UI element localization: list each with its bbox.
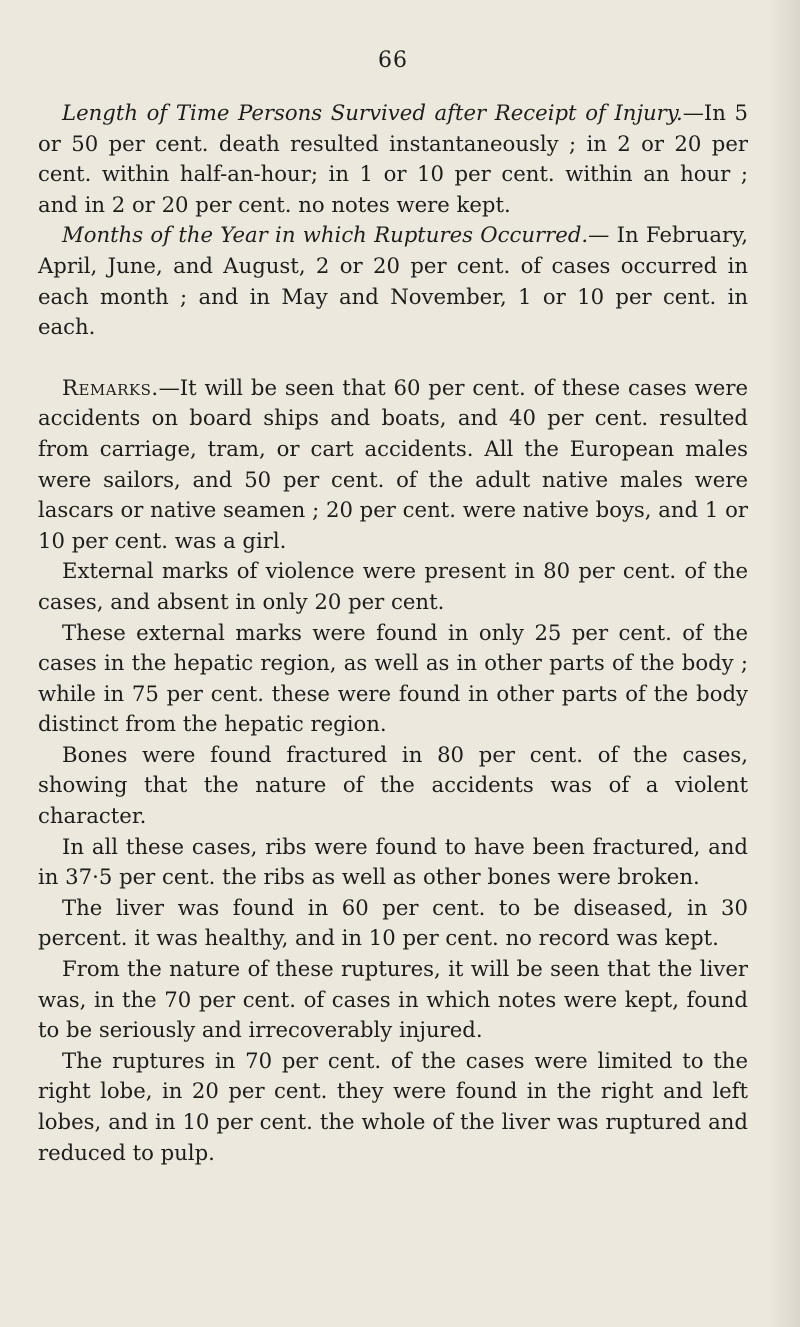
paragraph-heading: Remarks.	[62, 374, 159, 400]
paragraph-lobes	[38, 1046, 748, 1168]
paragraph-nature-of-ruptures	[38, 954, 748, 1046]
paragraph-body: —In 5 or 50 per cent. death resulted instantaneously ; in 2 or 20 per cent. within half-an-hour; in 1 or 10 per cent. within an hour ; and in 2 or 20 per cent. no notes were kept.	[38, 100, 749, 217]
body-text	[38, 98, 748, 1168]
paragraph-body: The ruptures in 70 per cent. of the cases were limited to the right lobe, in 20 per cent. they were found in the right and left lobes, and in 10 per cent. the whole of the liver was ruptured and reduced to pulp.	[38, 1047, 748, 1165]
paragraph-body: —It will be seen that 60 per cent. of these cases were accidents on board ships and boats, and 40 per cent. resulted from carriage, tram, or cart accidents. All the European males were sailors, and 50 per cent. of the adult native males were lascars or native seamen ; 20 per cent. were native boys, and 1 or 10 per cent. was a girl.	[38, 374, 748, 553]
paragraph-liver-condition	[38, 893, 748, 954]
paragraph-external-marks	[38, 556, 748, 617]
paragraph-months	[38, 220, 748, 342]
paragraph-body: The liver was found in 60 per cent. to be diseased, in 30 percent. it was healthy, and in 10 per cent. no record was kept.	[38, 894, 748, 951]
paragraph-survival-time	[38, 98, 748, 220]
paragraph-body: These external marks were found in only 25 per cent. of the cases in the hepatic region, as well as in other parts of the body ; while in 75 per cent. these were found in other parts of the body distinct from the hepatic region.	[38, 619, 748, 737]
paragraph-ribs	[38, 832, 748, 893]
paragraph-heading: Length of Time Persons Survived after Receipt of Injury.	[62, 100, 683, 125]
paragraph-body: — In February, April, June, and August, 2 or 20 per cent. of cases occurred in each month ; and in May and November, 1 or 10 per cent. in each.	[38, 222, 748, 340]
paragraph-body: From the nature of these ruptures, it will be seen that the liver was, in the 70 per cent. of cases in which notes were kept, found to be seriously and irrecoverably injured.	[38, 956, 748, 1043]
paragraph-remarks	[38, 373, 748, 557]
paragraph-heading: Months of the Year in which Ruptures Occurred.	[62, 222, 589, 248]
paragraph-body: External marks of violence were present in 80 per cent. of the cases, and absent in only 20 per cent.	[38, 558, 748, 614]
paragraph-bones	[38, 740, 748, 832]
page-number: 66	[378, 48, 408, 73]
paragraph-body: Bones were found fractured in 80 per cent. of the cases, showing that the nature of the accidents was of a violent character.	[38, 741, 748, 829]
paragraph-body: In all these cases, ribs were found to have been fractured, and in 37·5 per cent. the ribs as well as other bones were broken.	[38, 833, 748, 890]
paragraph-hepatic-region	[38, 618, 748, 740]
